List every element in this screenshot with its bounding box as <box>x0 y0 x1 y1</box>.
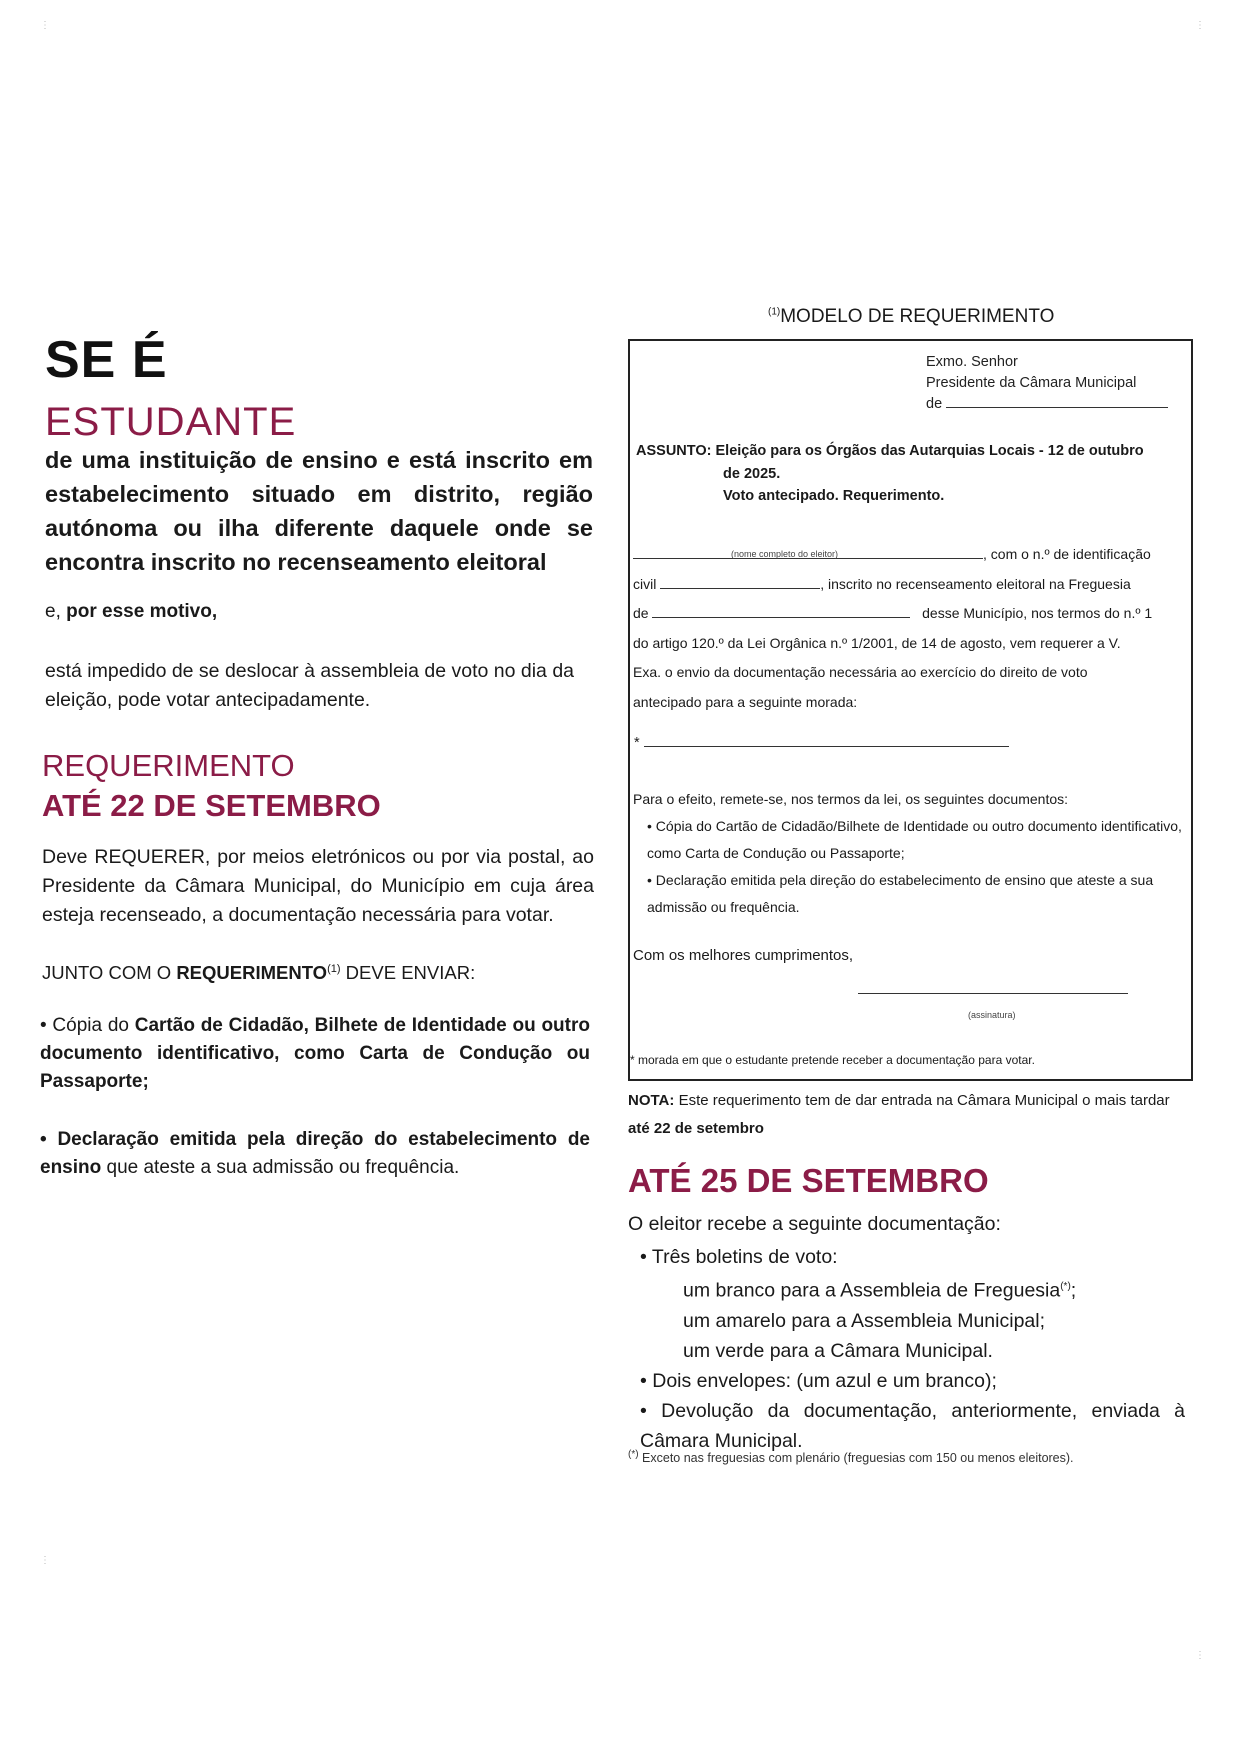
bullet-cartao <box>40 1012 590 1096</box>
de2-label: de <box>633 605 649 621</box>
form-title-text: MODELO DE REQUERIMENTO <box>780 306 1055 327</box>
junto-suffix: DEVE ENVIAR: <box>345 962 476 983</box>
freguesia-blank[interactable] <box>652 617 910 618</box>
motivo-prefix: e, <box>45 601 61 622</box>
municipio-blank[interactable] <box>946 407 1168 408</box>
desse-text: desse Município, nos termos do n.º 1 <box>922 605 1153 621</box>
addressee-block <box>926 352 1168 415</box>
nome-row <box>633 540 1185 570</box>
presidente-line: Presidente da Câmara Municipal <box>926 375 1137 391</box>
bullet2-bold: • Declaração emitida pela direção do estabelecimento de ensino <box>40 1129 590 1178</box>
civil-row <box>633 570 1185 600</box>
nome-blank[interactable] <box>633 540 983 559</box>
scan-speck: ⋮ <box>40 1555 50 1566</box>
scan-speck: ⋮ <box>1195 20 1205 31</box>
branco-text: um branco para a Assembleia de Freguesia <box>683 1279 1061 1302</box>
assunto-line2: de 2025. <box>723 466 781 482</box>
deadline-22-heading: ATÉ 22 DE SETEMBRO <box>42 788 381 823</box>
excepto-footnote <box>628 1449 1074 1465</box>
bullet-declaracao <box>40 1126 590 1182</box>
inscrito-text: , inscrito no recenseamento eleitoral na Freguesia <box>820 575 1131 592</box>
civil-label: civil <box>633 575 657 592</box>
motivo-text <box>45 601 217 623</box>
junto-prefix: JUNTO COM O <box>42 962 172 983</box>
eleitor-text: O eleitor recebe a seguinte documentação: <box>628 1213 1001 1235</box>
assunto-label: ASSUNTO: <box>636 443 712 459</box>
assunto-text: Eleição para os Órgãos das Autarquias Locais - 12 de outubro <box>715 443 1144 459</box>
branco-end: ; <box>1070 1279 1077 1302</box>
form-title-sup: (1) <box>768 306 781 318</box>
doc-item-1: • Cópia do Cartão de Cidadão/Bilhete de Identidade ou outro documento identificativo, como Carta de Condução ou Passaporte; <box>647 818 1182 861</box>
form-body <box>633 540 1185 717</box>
bullet1-prefix: • Cópia do <box>40 1015 129 1036</box>
para-efeito: Para o efeito, remete-se, nos termos da lei, os seguintes documentos: <box>633 791 1069 807</box>
list-subitem-amarelo: um amarelo para a Assembleia Municipal; <box>683 1309 1046 1332</box>
excepto-sup: (*) <box>628 1449 639 1460</box>
documents-block <box>633 786 1185 921</box>
excepto-text: Exceto nas freguesias com plenário (freguesias com 150 ou menos eleitores). <box>642 1451 1074 1466</box>
morada-asterisk: * <box>634 735 640 751</box>
list-subitem-branco <box>640 1272 1185 1306</box>
artigo-row: do artigo 120.º da Lei Orgânica n.º 1/2001, de 14 de agosto, vem requerer a V. <box>633 634 1121 651</box>
requerimento-heading: REQUERIMENTO <box>42 748 295 783</box>
antecipado-row: antecipado para a seguinte morada: <box>633 693 858 710</box>
assunto-continued <box>723 463 944 507</box>
morada-blank[interactable] <box>644 746 1009 747</box>
heading-se-e: SE É <box>45 331 168 389</box>
morada-footnote: * morada em que o estudante pretende receber a documentação para votar. <box>630 1053 1035 1067</box>
junto-text <box>42 962 475 984</box>
exa-row: Exa. o envio da documentação necessária ao exercício do direito de voto <box>633 664 1088 680</box>
doc-item-2: • Declaração emitida pela direção do estabelecimento de ensino que ateste a sua admissão ou frequência. <box>647 872 1154 915</box>
scan-speck: ⋮ <box>1195 1650 1205 1661</box>
intro-text: de uma instituição de ensino e está inscrito em estabelecimento situado em distrito, região autónoma ou ilha diferente daquele onde se encontra inscrito no recenseamento eleitoral <box>45 447 593 575</box>
nota-block <box>628 1087 1188 1143</box>
form-title <box>768 306 1054 328</box>
deve-requerer-text: Deve REQUERER, por meios eletrónicos ou por via postal, ao Presidente da Câmara Municipal, do Município em cuja área esteja recenseado, a documentação necessária para votar. <box>42 846 594 926</box>
list-item-boletins: • Três boletins de voto: <box>640 1246 838 1268</box>
nota-label: NOTA: <box>628 1092 675 1109</box>
junto-sup: (1) <box>327 962 341 975</box>
exmo-line: Exmo. Senhor <box>926 354 1018 370</box>
freguesia-row <box>633 599 1185 629</box>
cumprimentos: Com os melhores cumprimentos, <box>633 947 854 964</box>
deadline-25-heading: ATÉ 25 DE SETEMBRO <box>628 1162 989 1199</box>
de-label: de <box>926 396 943 412</box>
nota-bold: até 22 de setembro <box>628 1120 764 1137</box>
assunto-line3: Voto antecipado. Requerimento. <box>723 488 945 504</box>
bullet1-bold: Cartão de Cidadão, Bilhete de Identidade ou outro documento identificativo, como Carta de Condução ou Passaporte; <box>40 1015 590 1092</box>
id-blank[interactable] <box>660 588 820 589</box>
list-item-devolucao: • Devolução da documentação, anteriormente, enviada à Câmara Municipal. <box>640 1399 1185 1452</box>
com-id-text: , com o n.º de identificação <box>983 546 1151 562</box>
nome-hint: (nome completo do eleitor) <box>731 549 839 559</box>
morada-row <box>634 735 1009 751</box>
assunto-line <box>636 443 1144 459</box>
assinatura-label: (assinatura) <box>968 1010 1016 1020</box>
documentation-list <box>640 1242 1185 1456</box>
heading-estudante: ESTUDANTE <box>45 400 297 444</box>
junto-bold: REQUERIMENTO <box>176 962 328 983</box>
branco-sup: (*) <box>1060 1281 1071 1292</box>
list-item-envelopes: • Dois envelopes: (um azul e um branco); <box>640 1369 997 1392</box>
impedido-text: está impedido de se deslocar à assembleia de voto no dia da eleição, pode votar antecipadamente. <box>45 660 575 711</box>
list-subitem-verde: um verde para a Câmara Municipal. <box>683 1339 993 1362</box>
motivo-bold: por esse motivo, <box>66 601 218 622</box>
scan-speck: ⋮ <box>40 20 50 31</box>
signature-line[interactable] <box>858 993 1128 994</box>
bullet2-suffix: que ateste a sua admissão ou frequência. <box>106 1157 460 1178</box>
nota-text: Este requerimento tem de dar entrada na Câmara Municipal o mais tardar <box>678 1092 1170 1109</box>
de-line <box>926 394 1168 415</box>
